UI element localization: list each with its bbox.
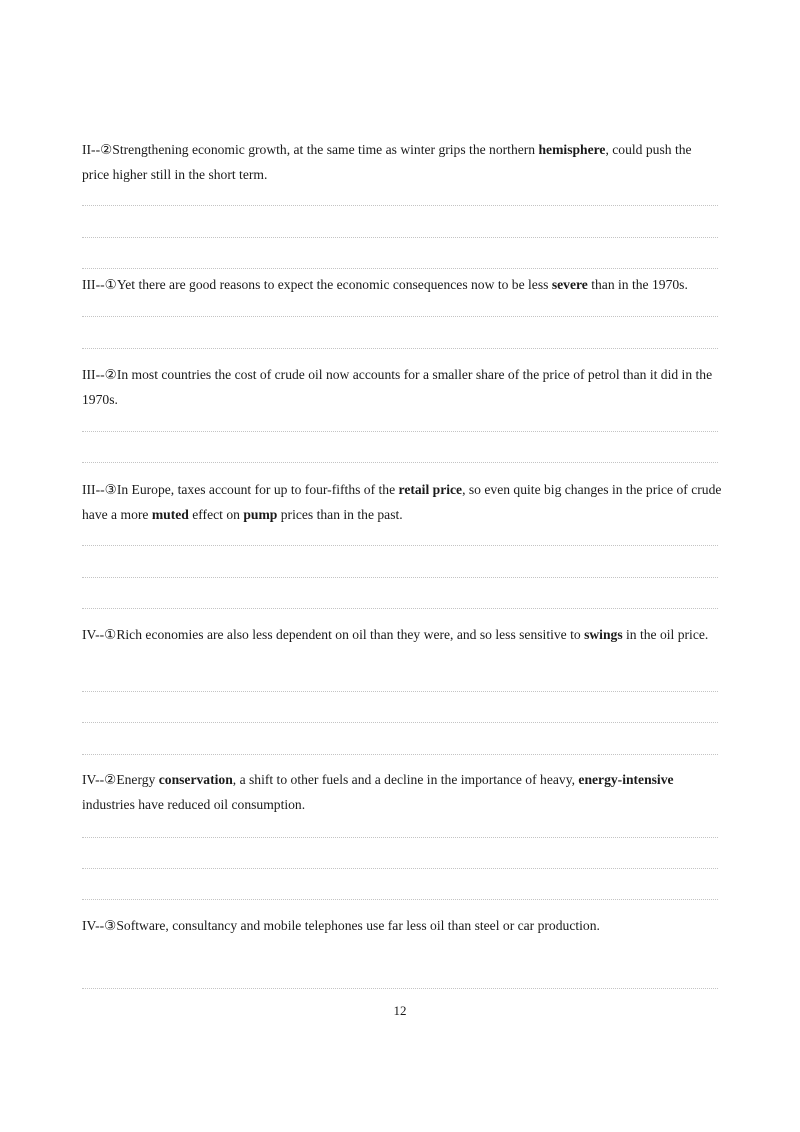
- sentence-text: in the oil price.: [622, 627, 709, 642]
- writing-line: [82, 988, 718, 989]
- sentence-IV-3: [82, 913, 722, 938]
- writing-line: [82, 545, 718, 546]
- sentence-text: prices than in the past.: [277, 507, 403, 522]
- sentence-text: II--②Strengthening economic growth, at the same time as winter grips the northern: [82, 142, 539, 157]
- writing-line: [82, 205, 718, 206]
- sentence-text: than in the 1970s.: [587, 277, 688, 292]
- bold-term: conservation: [158, 772, 233, 787]
- sentence-text: industries have reduced oil consumption.: [82, 797, 306, 812]
- bold-term: muted: [151, 507, 189, 522]
- bold-term: hemisphere: [538, 142, 606, 157]
- sentence-II-2: [82, 137, 722, 187]
- sentence-text: IV--①Rich economies are also less dependent on oil than they were, and so less sensitive to: [82, 627, 585, 642]
- bold-term: retail price: [398, 482, 463, 497]
- bold-term: pump: [243, 507, 278, 522]
- bold-term: energy-intensive: [578, 772, 674, 787]
- sentence-III-2: [82, 362, 722, 412]
- writing-line: [82, 431, 718, 432]
- writing-line: [82, 722, 718, 723]
- sentence-text: , so even quite big changes in the price of crude have a more: [82, 482, 722, 522]
- sentence-IV-2: [82, 767, 722, 817]
- sentence-text: IV--②Energy: [82, 772, 159, 787]
- bold-term: swings: [584, 627, 623, 642]
- writing-line: [82, 691, 718, 692]
- writing-line: [82, 754, 718, 755]
- writing-line: [82, 577, 718, 578]
- sentence-text: III--②In most countries the cost of crude oil now accounts for a smaller share of the price of petrol than it did in the 1970s.: [82, 367, 713, 407]
- sentence-text: IV--③Software, consultancy and mobile telephones use far less oil than steel or car production.: [82, 918, 600, 933]
- writing-line: [82, 348, 718, 349]
- writing-line: [82, 316, 718, 317]
- sentence-text: effect on: [188, 507, 244, 522]
- writing-line: [82, 899, 718, 900]
- page-number: 12: [393, 1003, 407, 1018]
- sentence-text: III--①Yet there are good reasons to expect the economic consequences now to be less: [82, 277, 552, 292]
- sentence-text: III--③In Europe, taxes account for up to four-fifths of the: [82, 482, 399, 497]
- writing-line: [82, 868, 718, 869]
- sentence-text: , a shift to other fuels and a decline in the importance of heavy,: [232, 772, 579, 787]
- sentence-III-3: [82, 477, 722, 527]
- bold-term: severe: [551, 277, 588, 292]
- writing-line: [82, 462, 718, 463]
- sentence-III-1: [82, 272, 722, 297]
- sentence-text: , could push the price higher still in the short term.: [82, 142, 692, 182]
- writing-line: [82, 237, 718, 238]
- writing-line: [82, 268, 718, 269]
- writing-line: [82, 608, 718, 609]
- writing-line: [82, 837, 718, 838]
- sentence-IV-1: [82, 622, 722, 647]
